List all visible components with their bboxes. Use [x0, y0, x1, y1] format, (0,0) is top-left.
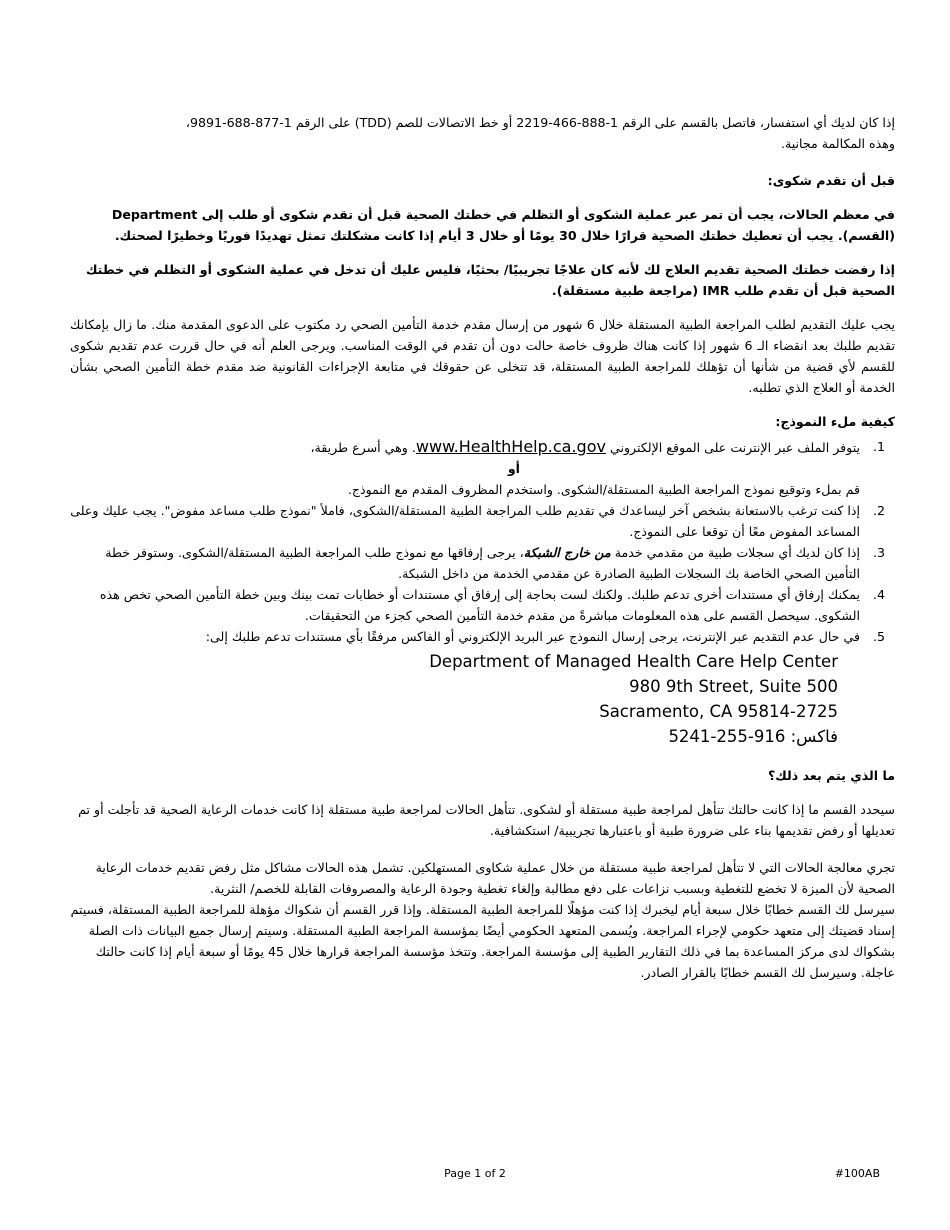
mailing-address: [427, 649, 895, 749]
how-to-fill-heading: كيفية ملء النموذج:: [775, 414, 895, 429]
what-next-paragraph-3: سيرسل لك القسم خطابًا خلال سبعة أيام ليخبرك إذا كنت مؤهلًا للمراجعة الطبية المستقلة. وإذا قرر القسم أن شكواك مؤهلة للمراجعة الطبية المستقلة، فسيتم إسناد قضيتك إلى متعهد حكومي لإجراء المراجعة. ويُسمى المتعهد الحكومي أيضًا بمؤسسة المراجعة الطبية المستقلة. وسيتم إرسال جميع البيانات ذات الصلة بشكواك لدى مركز المساعدة بما في ذلك التقارير الطبية إلى مؤسسة المراجعة. وتتخذ مؤسسة المراجعة قرارها خلال 45 يومًا أو سبعة أيام إذا كانت حالتك عاجلة. وسيرسل لك القسم خطابًا بالقرار الصادر.: [70, 902, 895, 980]
healthhelp-link[interactable]: www.HealthHelp.ca.gov: [415, 437, 606, 456]
form-code: #100AB: [834, 1167, 880, 1180]
list-item-text: إذا كان لديك أي سجلات طبية من مقدمي خدمة: [610, 545, 860, 560]
before-complaint-paragraph-1: في معظم الحالات، يجب أن تمر عبر عملية الشكوى أو التظلم في خطتك الصحية قبل أن تقدم شكوى أو طلب إلى Department (القسم). يجب أن تعطيك خطتك الصحية قرارًا خلال 30 يومًا أو خلال 3 أيام إذا كانت مشكلتك تمثل تهديدًا فوريًا وخطيرًا لصحتك.: [111, 207, 895, 243]
list-item-text: . وهي أسرع طريقة،: [310, 440, 416, 455]
fax-number: 916-255-5241: [668, 727, 786, 746]
list-item-number: 5.: [872, 629, 885, 644]
list-item: [70, 584, 895, 626]
list-item-text: في حال عدم التقديم عبر الإنترنت، يرجى إرسال النموذج عبر البريد الإلكتروني أو الفاكس مرفقًا بأي مستندات تدعم طلبك إلى:: [205, 629, 860, 644]
intro-line-2: وهذه المكالمة مجانية.: [781, 136, 895, 151]
or-separator: أو: [507, 461, 520, 476]
what-next-paragraph-2: تجري معالجة الحالات التي لا تتأهل لمراجعة طبية مستقلة من خلال عملية شكاوى المستهلكين. تشمل هذه الحالات مشاكل مثل رفض تقديم خدمات الرعاية الصحية لأن الميزة لا تخضع للتغطية وبسبب نزاعات على دفع مطالبة وإلغاء تغطية وجودة الرعاية والمصروفات القابلة للخصم/ النثرية.: [95, 860, 895, 896]
list-item-number: 1.: [872, 439, 885, 454]
list-item: [70, 626, 895, 647]
imr-deadline-paragraph: يجب عليك التقديم لطلب المراجعة الطبية المستقلة خلال 6 شهور من إرسال مقدم خدمة التأمين الصحي رد مكتوب على الدعوى المقدمة منك. ما زال بإمكانك تقديم طلبك بعد انقضاء الـ 6 شهور إذا كانت هناك ظروف خاصة حالت دون أن تقدم في الوقت المناسب. ويرجى العلم أنه في حال قررت عدم تقديم شكوى للقسم لأي قضية من شأنها أن تؤهلك للمراجعة الطبية المستقلة، قد تتخلى عن حقوقك في متابعة الإجراءات القانونية ضد مقدم خطة التأمين الصحي بشأن الخدمة أو العلاج الذي تطلبه.: [70, 317, 895, 395]
list-item: [70, 436, 895, 500]
address-line-2: 980 9th Street, Suite 500: [629, 677, 838, 696]
list-item: [70, 500, 895, 542]
intro-paragraph: [70, 112, 895, 154]
list-item-text: قم بملء وتوقيع نموذج المراجعة الطبية المستقلة/الشكوى. واستخدم المظروف المقدم مع النموذج.: [347, 482, 860, 497]
list-item-text: يمكنك إرفاق أي مستندات أخرى تدعم طلبك. ولكنك لست بحاجة إلى إرفاق أي مستندات أو خطابات تمت بينك وبين خطة التأمين الصحي تخص هذه الشكوى. سيحصل القسم على هذه المعلومات مباشرةً من مقدم خدمة التأمين الصحي كجزء من التحقيقات.: [99, 587, 860, 623]
address-line-3: Sacramento, CA 95814-2725: [599, 702, 838, 721]
out-of-network-emphasis: من خارج الشبكة: [523, 545, 611, 560]
fax-label: فاكس:: [790, 727, 838, 746]
list-item-text: ، يرجى إرفاقها مع نموذج طلب المراجعة الطبية المستقلة/الشكوى. وستوفر خطة التأمين الصحي الخاصة بك السجلات الطبية الصادرة عن مقدمي الخدمة من داخل الشبكة.: [105, 545, 860, 581]
what-next-paragraph-1: سيحدد القسم ما إذا كانت حالتك تتأهل لمراجعة طبية مستقلة أو لشكوى. تتأهل الحالات لمراجعة طبية مستقلة إذا كانت خدمات الرعاية الصحية قد تأجلت أو تم تعديلها أو رفض تقديمها بناء على ضرورة طبية أو باعتبارها تجريبية/ استكشافية.: [78, 802, 895, 838]
list-item: [70, 542, 895, 584]
before-complaint-heading: قبل أن تقدم شكوى:: [767, 173, 895, 188]
list-item-number: 4.: [872, 587, 885, 602]
address-line-1: Department of Managed Health Care Help Center: [429, 652, 838, 671]
list-item-number: 3.: [872, 545, 885, 560]
instructions-list: [70, 436, 895, 647]
before-complaint-paragraph-2: إذا رفضت خطتك الصحية تقديم العلاج لك لأنه كان علاجًا تجريبيًا/ بحثيًا، فليس عليك أن تدخل في عملية الشكوى أو التظلم في خطتك الصحية قبل أن تقدم طلب IMR (مراجعة طبية مستقلة).: [85, 262, 895, 298]
document-body: [70, 112, 895, 983]
list-item-number: 2.: [872, 503, 885, 518]
what-next-heading: ما الذي يتم بعد ذلك؟: [767, 768, 895, 783]
list-item-text: يتوفر الملف عبر الإنترنت على الموقع الإلكتروني: [605, 440, 860, 455]
fax-line: [427, 724, 838, 749]
list-item-text: إذا كنت ترغب بالاستعانة بشخص آخر ليساعدك في تقديم طلب المراجعة الطبية المستقلة/الشكوى، فاملأ "نموذج طلب مساعد مفوض". يجب عليك وعلى المساعد المفوض معًا أن توقعا على النموذج.: [70, 503, 860, 539]
intro-line-1: إذا كان لديك أي استفسار، فاتصل بالقسم على الرقم 1-888-466-2219 أو خط الاتصالات للصم (TDD) على الرقم 1-877-688-9891،: [185, 115, 895, 130]
page-number: Page 1 of 2: [444, 1167, 506, 1180]
